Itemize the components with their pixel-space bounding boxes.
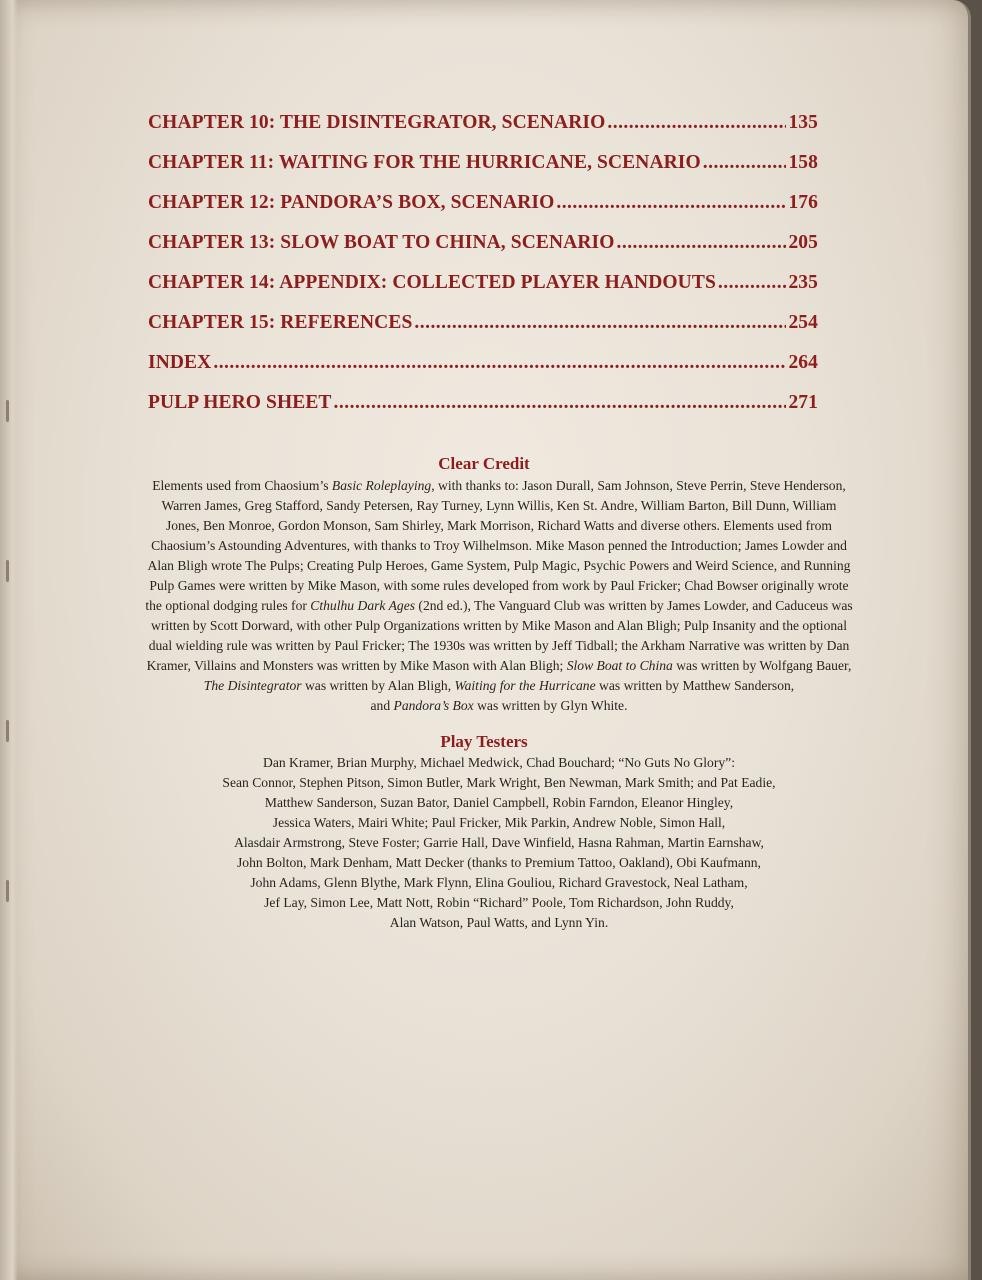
toc-page-number: 235 bbox=[788, 272, 818, 293]
credits-italic-title: Basic Roleplaying bbox=[331, 478, 432, 493]
toc-entry[interactable] bbox=[148, 152, 818, 192]
toc-page-number: 135 bbox=[788, 112, 818, 133]
toc-page-number: 271 bbox=[788, 392, 818, 413]
credits-italic-title: Pandora’s Box bbox=[393, 698, 474, 713]
toc-page-number: 264 bbox=[788, 352, 818, 373]
credits-line bbox=[118, 516, 880, 536]
credits-line bbox=[118, 676, 880, 696]
toc-leader-dots bbox=[414, 312, 786, 334]
testers-line: Matthew Sanderson, Suzan Bator, Daniel Campbell, Robin Farndon, Eleanor Hingley, bbox=[264, 795, 734, 810]
credits-text: was written by Matthew Sanderson, bbox=[595, 678, 795, 693]
credits-line bbox=[118, 696, 880, 716]
credits-line bbox=[118, 476, 880, 496]
toc-entry[interactable] bbox=[148, 392, 818, 432]
testers-line: Jef Lay, Simon Lee, Matt Nott, Robin “Richard” Poole, Tom Richardson, John Ruddy, bbox=[264, 895, 734, 910]
toc-leader-dots bbox=[556, 192, 786, 214]
toc-entry[interactable] bbox=[148, 352, 818, 392]
testers-line: Jessica Waters, Mairi White; Paul Fricker, Mik Parkin, Andrew Noble, Simon Hall, bbox=[272, 815, 726, 830]
testers-line: John Bolton, Mark Denham, Matt Decker (thanks to Premium Tattoo, Oakland), Obi Kaufmann, bbox=[237, 855, 761, 870]
credits-line bbox=[118, 556, 880, 576]
credits-text: the optional dodging rules for bbox=[145, 598, 311, 613]
toc-entry[interactable] bbox=[148, 112, 818, 152]
credits-line bbox=[118, 656, 880, 676]
testers-paragraph bbox=[118, 753, 880, 933]
toc-page-number: 205 bbox=[788, 232, 818, 253]
credits-italic-title: Cthulhu Dark Ages bbox=[310, 598, 416, 613]
toc-entry-title: CHAPTER 12: PANDORA’S BOX, SCENARIO bbox=[148, 192, 555, 213]
toc-entry-title: CHAPTER 11: WAITING FOR THE HURRICANE, SCENARIO bbox=[148, 152, 701, 173]
toc-entry[interactable] bbox=[148, 272, 818, 312]
testers-heading: Play Testers bbox=[440, 732, 528, 751]
credits-heading: Clear Credit bbox=[438, 454, 530, 473]
toc-page-number: 158 bbox=[788, 152, 818, 173]
credits-italic-title: Waiting for the Hurricane bbox=[454, 678, 596, 693]
credits-text: Jones, Ben Monroe, Gordon Monson, Sam Shirley, Mark Morrison, Richard Watts and diverse others. Elements used from bbox=[165, 518, 833, 533]
credits-text: Warren James, Greg Stafford, Sandy Petersen, Ray Turney, Lynn Willis, Ken St. Andre, William Barton, Bill Dunn, William bbox=[161, 498, 837, 513]
toc-page-number: 254 bbox=[788, 312, 818, 333]
toc-entry-title: CHAPTER 13: SLOW BOAT TO CHINA, SCENARIO bbox=[148, 232, 615, 253]
credits-text: Kramer, Villains and Monsters was written by Mike Mason with Alan Bligh; bbox=[146, 658, 567, 673]
credits-text: Chaosium’s Astounding Adventures, with thanks to Troy Wilhelmson. Mike Mason penned the Introduction; James Lowder and bbox=[151, 538, 847, 553]
credits-text: (2nd ed.), The Vanguard Club was written by James Lowder, and Caduceus was bbox=[415, 598, 853, 613]
credits-text: written by Scott Dorward, with other Pulp Organizations written by Mike Mason and Alan Bligh; Pulp Insanity and the optional bbox=[151, 618, 847, 633]
credits-text: Pulp Games were written by Mike Mason, with some rules developed from work by Paul Fricker; Chad Bowser originally wrote bbox=[149, 578, 849, 593]
binding-stitch bbox=[6, 400, 9, 422]
toc-leader-dots bbox=[617, 232, 787, 254]
toc-entry-title: CHAPTER 10: THE DISINTEGRATOR, SCENARIO bbox=[148, 112, 606, 133]
binding-stitch bbox=[6, 560, 9, 582]
toc-entry-title: PULP HERO SHEET bbox=[148, 392, 332, 413]
page-binding bbox=[0, 0, 18, 1280]
toc-entry-title: INDEX bbox=[148, 352, 212, 373]
testers-line: Alan Watson, Paul Watts, and Lynn Yin. bbox=[389, 915, 609, 930]
credits-line bbox=[118, 536, 880, 556]
toc-entry[interactable] bbox=[148, 312, 818, 352]
credits-text: dual wielding rule was written by Paul Fricker; The 1930s was written by Jeff Tidball; the Arkham Narrative was written by Dan bbox=[148, 638, 850, 653]
credits-text: Elements used from Chaosium’s bbox=[152, 478, 332, 493]
toc-entry-title: CHAPTER 14: APPENDIX: COLLECTED PLAYER HANDOUTS bbox=[148, 272, 716, 293]
credits-text: was written by Wolfgang Bauer, bbox=[672, 658, 852, 673]
credits-line bbox=[118, 596, 880, 616]
toc-leader-dots bbox=[703, 152, 787, 174]
credits-italic-title: The Disintegrator bbox=[203, 678, 302, 693]
testers-line: Dan Kramer, Brian Murphy, Michael Medwick, Chad Bouchard; “No Guts No Glory”: bbox=[263, 755, 735, 770]
testers-line: John Adams, Glenn Blythe, Mark Flynn, Elina Gouliou, Richard Gravestock, Neal Latham, bbox=[250, 875, 748, 890]
toc-leader-dots bbox=[334, 392, 787, 414]
credits-text: Alan Bligh wrote The Pulps; Creating Pulp Heroes, Game System, Pulp Magic, Psychic Powers and Weird Science, and Running bbox=[147, 558, 851, 573]
credits-line bbox=[118, 496, 880, 516]
credits-line bbox=[118, 576, 880, 596]
credits-text: and bbox=[370, 698, 394, 713]
toc-entry-title: CHAPTER 15: REFERENCES bbox=[148, 312, 413, 333]
credits-line bbox=[118, 616, 880, 636]
credits-text: was written by Glyn White. bbox=[473, 698, 628, 713]
toc-leader-dots bbox=[718, 272, 787, 294]
toc-entry[interactable] bbox=[148, 192, 818, 232]
credits-italic-title: Slow Boat to China bbox=[566, 658, 673, 673]
testers-line: Alasdair Armstrong, Steve Foster; Garrie Hall, Dave Winfield, Hasna Rahman, Martin Earnshaw, bbox=[234, 835, 764, 850]
toc-leader-dots bbox=[607, 112, 786, 134]
binding-stitch bbox=[6, 880, 9, 902]
table-of-contents bbox=[148, 112, 818, 432]
credits-line bbox=[118, 636, 880, 656]
credits-text: , with thanks to: Jason Durall, Sam Johnson, Steve Perrin, Steve Henderson, bbox=[431, 478, 846, 493]
credits-paragraph bbox=[118, 476, 880, 716]
credits-text: was written by Alan Bligh, bbox=[301, 678, 455, 693]
toc-leader-dots bbox=[213, 352, 786, 374]
toc-page-number: 176 bbox=[788, 192, 818, 213]
testers-line: Sean Connor, Stephen Pitson, Simon Butler, Mark Wright, Ben Newman, Mark Smith; and Pat Eadie, bbox=[222, 775, 776, 790]
toc-entry[interactable] bbox=[148, 232, 818, 272]
